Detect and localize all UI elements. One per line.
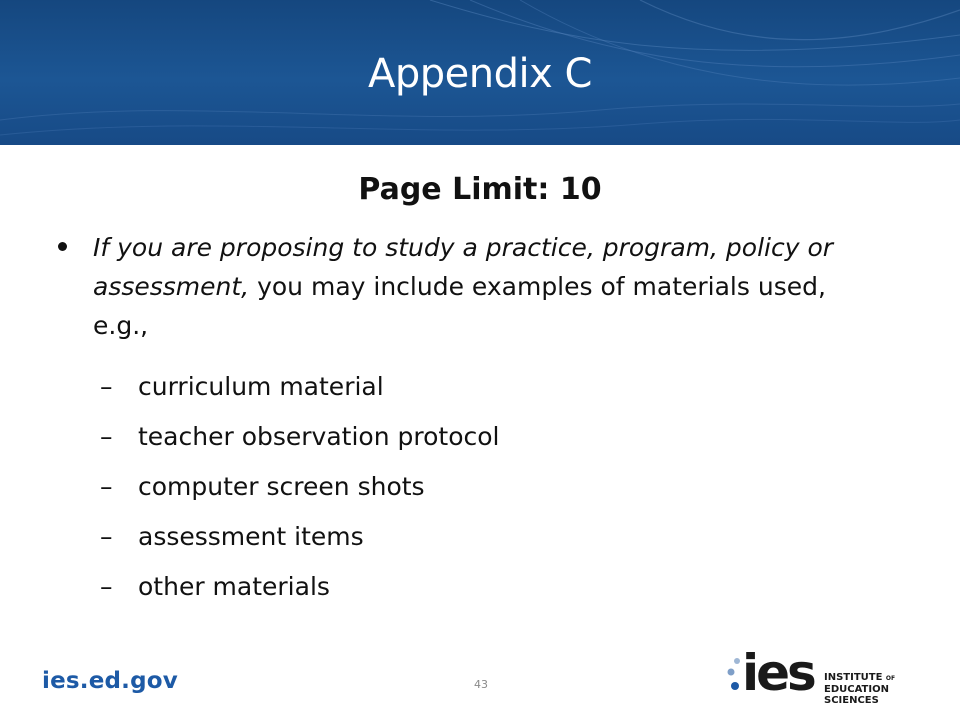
footer-url-link[interactable]: ies.ed.gov <box>42 668 178 694</box>
dash-marker: – <box>100 422 113 451</box>
slide-title: Appendix C <box>368 51 592 97</box>
bullet-italic-text: If you are proposing to study a practice, program, policy or assessment, <box>93 233 834 301</box>
page-number: 43 <box>474 678 488 691</box>
bullet-regular-text: you may include examples of materials used, e.g., <box>93 272 826 340</box>
dash-marker: – <box>100 572 113 601</box>
sub-item-text: computer screen shots <box>138 472 425 501</box>
sub-list-item <box>100 417 499 467</box>
sub-item-text: assessment items <box>138 522 364 551</box>
ies-logo <box>726 644 936 706</box>
bullet-dot-icon <box>58 242 67 251</box>
logo-line2: EDUCATION SCIENCES <box>824 684 889 706</box>
sub-item-text: other materials <box>138 572 330 601</box>
logo-tagline <box>824 672 936 706</box>
logo-line1-suffix: OF <box>885 675 896 682</box>
logo-mark: ies <box>742 644 814 702</box>
title-banner <box>0 0 960 145</box>
logo-dot <box>728 669 735 676</box>
sub-list-item <box>100 517 499 567</box>
bullet-item <box>52 228 882 345</box>
sub-item-text: teacher observation protocol <box>138 422 500 451</box>
dash-marker: – <box>100 372 113 401</box>
logo-dots-icon <box>726 656 740 700</box>
logo-dot <box>731 682 739 690</box>
sub-item-text: curriculum material <box>138 372 384 401</box>
sub-list-item <box>100 367 499 417</box>
sub-list-item <box>100 567 499 617</box>
page-limit-heading: Page Limit: 10 <box>358 172 602 207</box>
logo-line1: INSTITUTE <box>824 672 883 683</box>
bullet-text <box>93 228 882 345</box>
logo-dot <box>734 658 740 664</box>
materials-sub-list <box>100 367 499 617</box>
dash-marker: – <box>100 472 113 501</box>
sub-list-item <box>100 467 499 517</box>
dash-marker: – <box>100 522 113 551</box>
